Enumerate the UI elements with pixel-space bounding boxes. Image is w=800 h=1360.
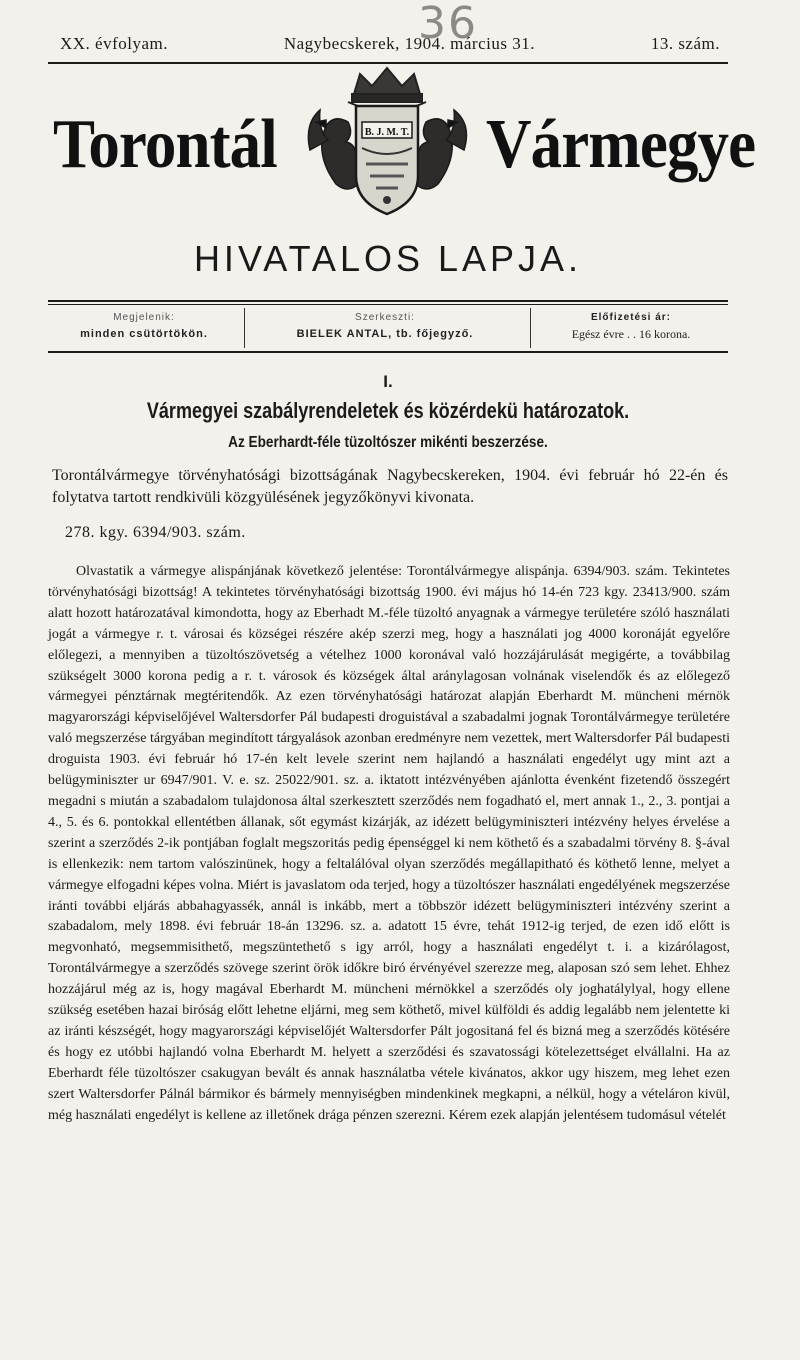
info-rule-top bbox=[48, 300, 728, 302]
reference-number: 278. kgy. 6394/903. szám. bbox=[65, 524, 246, 541]
article-subheading: Az Eberhardt-féle tüzoltószer mikénti beszerzése. bbox=[228, 434, 548, 451]
issue-number: 13. szám. bbox=[650, 34, 720, 53]
editor-value: BIELEK ANTAL, tb. főjegyző. bbox=[296, 328, 474, 340]
masthead-left-word: Torontál bbox=[53, 106, 277, 183]
section-number: I. bbox=[383, 372, 393, 391]
crest-initials: B. J. M. T. bbox=[364, 127, 410, 138]
appears-value: minden csütörtökön. bbox=[80, 328, 208, 340]
editor-info bbox=[250, 310, 520, 342]
handwritten-page-number: 36 bbox=[418, 0, 478, 49]
appearance-info bbox=[48, 310, 240, 342]
right-griffin-icon bbox=[416, 110, 466, 189]
coat-of-arms-emblem bbox=[296, 64, 478, 224]
info-divider bbox=[530, 308, 531, 348]
info-rule-bottom bbox=[48, 351, 728, 353]
masthead-right-word: Vármegye bbox=[486, 106, 756, 183]
article-heading: Vármegyei szabályrendeletek és közérdekü határozatok. bbox=[146, 398, 630, 423]
subscription-label: Előfizetési ár: bbox=[590, 312, 672, 323]
shield-icon bbox=[356, 106, 418, 214]
masthead-subtitle: HIVATALOS LAPJA. bbox=[193, 238, 583, 279]
info-divider bbox=[244, 308, 245, 348]
subscription-info bbox=[536, 310, 726, 342]
left-griffin-icon bbox=[308, 110, 358, 189]
article-intro: Torontálvármegye törvényhatósági bizottságának Nagybecskereken, 1904. évi február hó 22-én és folytatva tartott rendkivüli közgyülésének jegyzőkönyvi kivonata. bbox=[52, 467, 728, 506]
appears-label: Megjelenik: bbox=[113, 312, 175, 323]
crown-icon bbox=[348, 68, 426, 111]
info-rule-top-thin bbox=[48, 304, 728, 305]
issue-header-line bbox=[60, 34, 720, 54]
volume-label: XX. évfolyam. bbox=[60, 34, 169, 53]
subscription-value: Egész évre . . 16 korona. bbox=[571, 327, 691, 341]
editor-label: Szerkeszti: bbox=[355, 312, 415, 323]
article-body: Olvastatik a vármegye alispánjának következő jelentése: Torontálvármegye alispánja. 6394/903. szám. Tekintetes törvényhatósági bizottság! A tekintetes törvényhatósági bizottság 1900. évi május hó 14-én 723 kgy. 23413/900. szám alatt hozott határozatával kimondotta, hogy az Eberhadt M.-féle tüzoltó anyagnak a vármegye területére szóló használati jogát a vármegye r. t. városai és községei részére akép szerzi meg, hogy a használati jog 4000 koronáját egyelőre előlegezi, a mennyiben a tüzoltószövetség a vételhez 1000 koronával való hozzájárulását megigérte, a továbbilag szükségelt 3000 korona pedig a r. t. városok és községek által aránylagosan volnának viselendők és az előlegező vármegyei pénztárnak megtéritendők. Az ezen törvényhatósági határozat alapján Eberhardt M. müncheni mérnök magyarországi képviselőjével Waltersdorfer Pál budapesti droguistával a szabadalmi jognak Torontálvármegye területére való megszerzése tárgyában megindított tárgyalások azonban eredményre nem vezettek, mert Waltersdorfer Pál budapesti droguista 1903. évi február hó 17-én kelt levele szerint nem hajlandó a használati engedélyt ugy mint azt a belügyminiszter ur 6947/901. V. e. sz. 25022/901. sz. a. iktatott intézvényében ajánlotta évenként fizetendő összegért megadni s miután a szabadalom tulajdonosa által szerkesztett szerződés nem fogadható el, mert annak 1., 2., 3. pontjai a 4., 5. és 6. pontokkal ellentétben állanak, sőt egymást kizárják, az idézett belügyminiszteri intézvény helyes érvelése a szerint a szerződés 2-ik pontjában foglalt megszoritás pedig épenséggel ki nem köthető és a szabadalmi törvény 8. §-ával is ellenkezik: nem tartom valószinünek, hogy a feltalálóval olyan szerződés megállapitható és köthető lenne, melyet a vármegye elfogadni képes volna. Miért is javaslatom oda terjed, hogy a tüzoltószer használati engedélyének megszerzése iránti további eljárás abbahagyassék, annál is inkább, mert a többször idézett belügyminiszteri intézvény szerint a szabadalom, mely 1898. évi február 18-án 13296. sz. a. adatott 15 évre, tehát 1912-ig terjed, de ezen idő előtt is megvonható, megsemmisithető, megszüntethető s igy arról, hogy a használati engedélyt t. i. a kizárólagost, Torontálvármegye a szerződés szövege szerint örök időkre biró érvényével szerezze meg, alaposan szó sem lehet. Ehhez hozzájárul még az is, hogy magával Eberhardt M. müncheni mérnökkel a szerződés oly joghatálylyal, hogy ellene szükség esetében hazai biróság előtt lehetne eljárni, meg sem köthető, mivel külföldi és addig legalább nem jelentette ki az iránti készségét, hogy magyarországi képviselőjét Waltersdorfer Pált jogositaná fel és bizná meg a szerződés kötésére és hogy ez utóbbi hajlandó volna Eberhardt M. helyett a szerződési és szavatossági kötelezettséget elvállalni. Ha az Eberhardt féle tüzoltószer csakugyan bevált és annak használatba vétele kivánatos, akkor ugy hiszem, meg lehet ezen szert Waltersdorfer Pálnál bármikor és bármely mennyiségben mindenkinek megkapni, a nélkül, hogy a vételáron kivül, még használati engedélyt is kellene az illetőnek drága pénzen szerezni. Kérem ezek alapján jelentésem tudomásul vételét bbox=[48, 564, 730, 1123]
place-date: Nagybecskerek, 1904. március 31. bbox=[283, 34, 535, 53]
